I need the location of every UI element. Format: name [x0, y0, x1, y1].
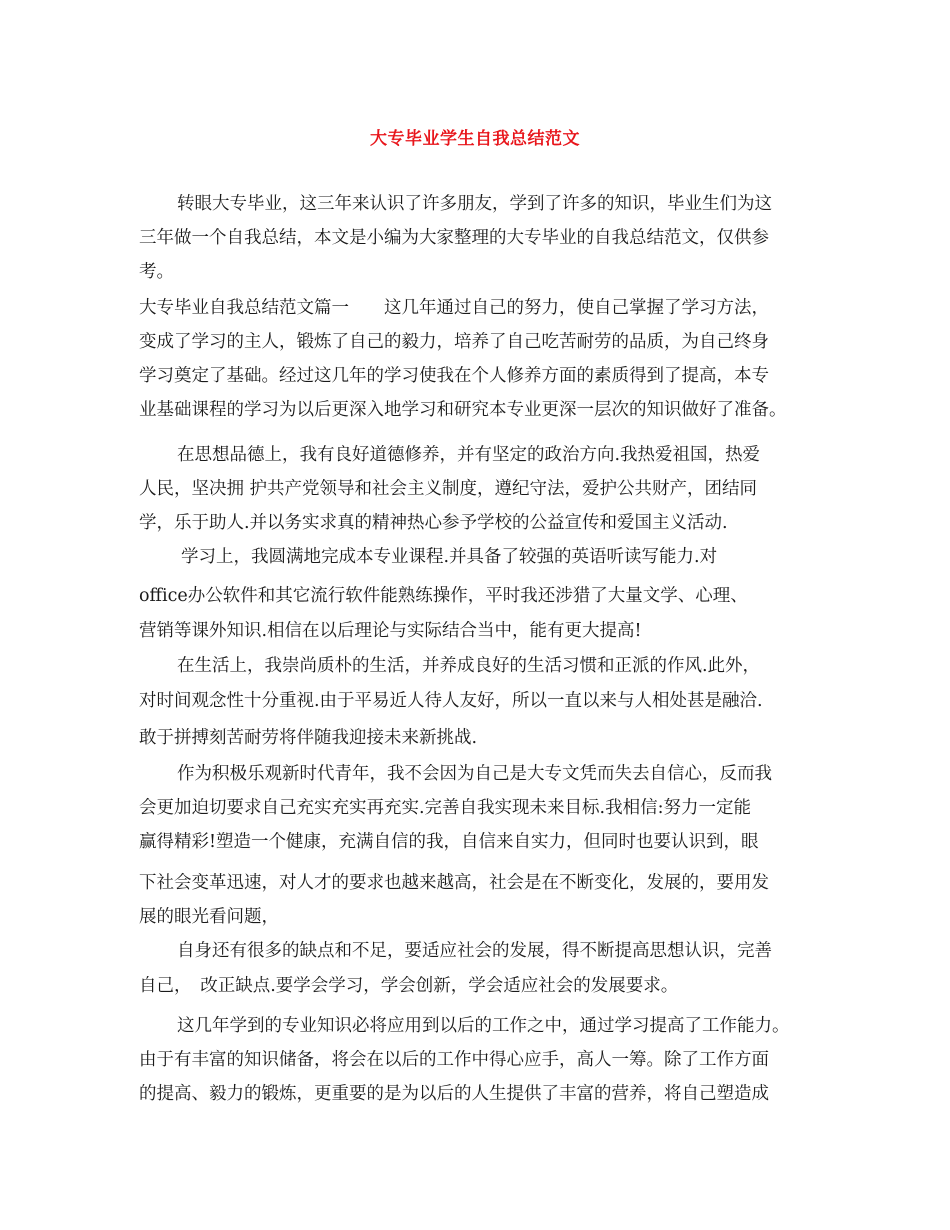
- text-line: 自身还有很多的缺点和不足，要适应社会的发展，得不断提高思想认识，完善: [177, 941, 772, 961]
- text-line: 会更加迫切要求自己充实充实再充实.完善自我实现未来目标.我相信:努力一定能: [139, 798, 752, 818]
- text-line: 赢得精彩!塑造一个健康，充满自信的我，自信来自实力，但同时也要认识到，眼: [139, 832, 759, 852]
- text-line: 营销等课外知识.相信在以后理论与实际结合当中，能有更大提高!: [139, 621, 642, 641]
- text-line: 三年做一个自我总结，本文是小编为大家整理的大专毕业的自我总结范文，仅供参: [139, 228, 769, 248]
- text-line: 考。: [139, 262, 174, 282]
- text-line: 作为积极乐观新时代青年，我不会因为自己是大专文凭而失去自信心，反而我: [177, 764, 772, 784]
- text-line: 人民，坚决拥 护共产党领导和社会主义制度，遵纪守法，爱护公共财产，团结同: [139, 479, 758, 499]
- text-line: 在生活上，我崇尚质朴的生活，并养成良好的生活习惯和正派的作风.此外，: [177, 656, 761, 676]
- text-line: 的提高、毅力的锻炼，更重要的是为以后的人生提供了丰富的营养，将自己塑造成: [139, 1084, 769, 1104]
- text-line: 由于有丰富的知识储备，将会在以后的工作中得心应手，高人一筹。除了工作方面: [139, 1050, 769, 1070]
- text-line: 转眼大专毕业，这三年来认识了许多朋友，学到了许多的知识，毕业生们为这: [177, 194, 772, 214]
- document-title: 大专毕业学生自我总结范文: [370, 129, 580, 149]
- text-line: 大专毕业自我总结范文篇一 这几年通过自己的努力，使自己掌握了学习方法，: [139, 298, 769, 318]
- text-line: 学习上，我圆满地完成本专业课程.并具备了较强的英语听读写能力.对: [181, 547, 718, 567]
- text-line: 在思想品德上，我有良好道德修养，并有坚定的政治方向.我热爱祖国，热爱: [177, 445, 761, 465]
- text-line: 自己， 改正缺点.要学会学习，学会创新，学会适应社会的发展要求。: [139, 976, 679, 996]
- text-line: 敢于拼搏刻苦耐劳将伴随我迎接未来新挑战.: [139, 728, 478, 748]
- text-line: 学，乐于助人.并以务实求真的精神热心参予学校的公益宣传和爱国主义活动.: [139, 513, 728, 533]
- text-line: 下社会变革迅速，对人才的要求也越来越高，社会是在不断变化，发展的，要用发: [139, 873, 769, 893]
- text-line: 这几年学到的专业知识必将应用到以后的工作之中，通过学习提高了工作能力。: [177, 1016, 790, 1036]
- text-line: 业基础课程的学习为以后更深入地学习和研究本专业更深一层次的知识做好了准备。: [139, 400, 787, 420]
- text-line: 学习奠定了基础。经过这几年的学习使我在个人修养方面的素质得到了提高，本专: [139, 366, 769, 386]
- text-line: office办公软件和其它流行软件能熟练操作，平时我还涉猎了大量文学、心理、: [139, 586, 748, 606]
- text-line: 展的眼光看问题，: [139, 907, 279, 927]
- text-line: 对时间观念性十分重视.由于平易近人待人友好，所以一直以来与人相处甚是融洽.: [139, 691, 763, 711]
- text-line: 变成了学习的主人，锻炼了自己的毅力，培养了自己吃苦耐劳的品质，为自己终身: [139, 332, 769, 352]
